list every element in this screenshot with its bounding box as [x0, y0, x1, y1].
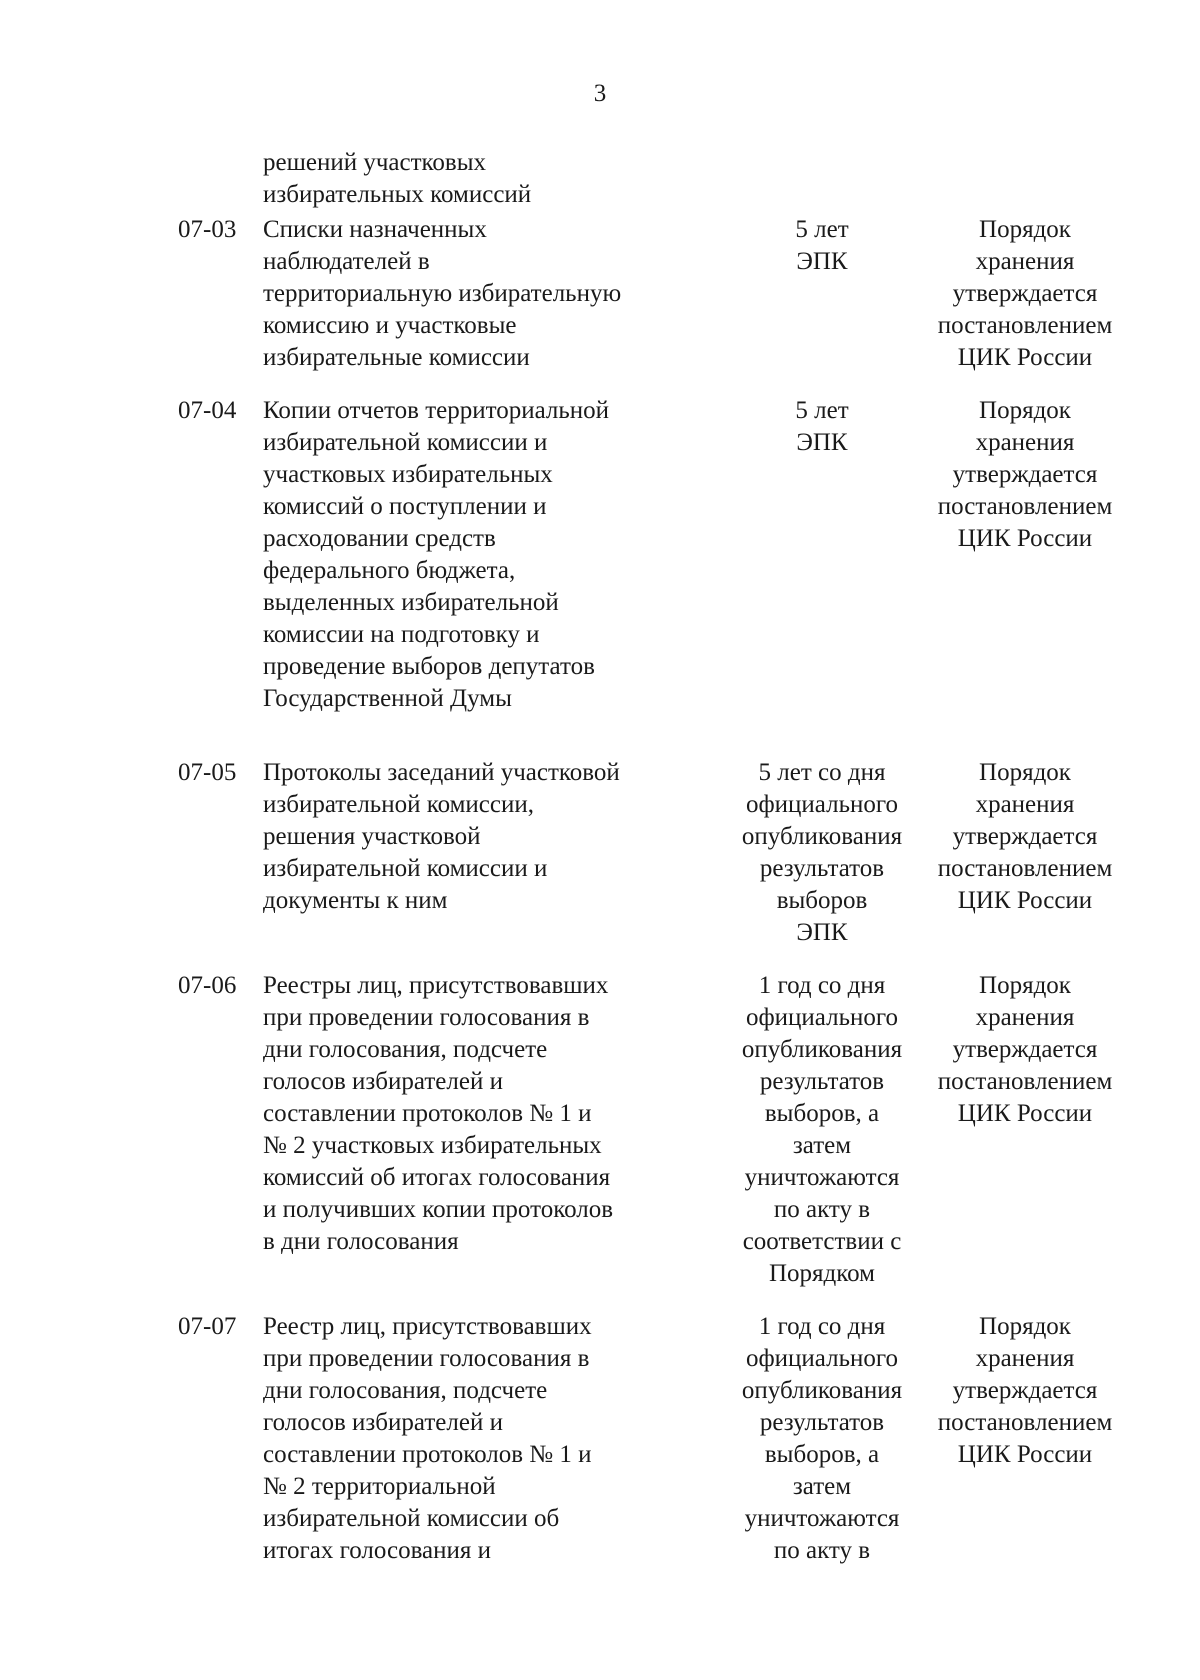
- text-line: избирательной комиссии и: [263, 429, 548, 456]
- text-line: утверждается: [952, 461, 1098, 488]
- text-line: Копии отчетов территориальной: [263, 397, 610, 424]
- text-line: дни голосования, подсчете: [263, 1377, 548, 1404]
- text-line: итогах голосования и: [263, 1537, 492, 1564]
- text-line: при проведении голосования в: [263, 1345, 590, 1372]
- retention-note: [925, 395, 1125, 555]
- text-line: решения участковой: [263, 823, 481, 850]
- text-line: выборов: [776, 887, 868, 914]
- text-line: Порядок: [979, 397, 1071, 424]
- text-line: 5 лет: [795, 216, 849, 243]
- text-line: постановлением: [937, 493, 1113, 520]
- text-line: уничтожаются: [744, 1505, 900, 1532]
- text-line: документы к ним: [263, 887, 448, 914]
- text-line: избирательной комиссии и: [263, 855, 548, 882]
- retention-term: [724, 757, 920, 949]
- text-line: постановлением: [937, 1409, 1113, 1436]
- text-line: дни голосования, подсчете: [263, 1036, 548, 1063]
- text-line: Реестр лиц, присутствовавших: [263, 1313, 592, 1340]
- text-line: Порядок: [979, 972, 1071, 999]
- text-line: хранения: [975, 791, 1075, 818]
- retention-term: [724, 395, 920, 459]
- text-line: ЭПК: [796, 429, 848, 456]
- item-description: [263, 214, 703, 374]
- text-line: Порядок: [979, 216, 1071, 243]
- text-line: комиссий об итогах голосования: [263, 1164, 611, 1191]
- text-line: комиссию и участковые: [263, 312, 517, 339]
- retention-term: [724, 970, 920, 1290]
- retention-term: [724, 1311, 920, 1567]
- text-line: соответствии с: [742, 1228, 902, 1255]
- text-line: хранения: [975, 429, 1075, 456]
- text-line: проведение выборов депутатов: [263, 653, 595, 680]
- text-line: выборов, а: [764, 1441, 880, 1468]
- text-line: официального: [745, 1345, 899, 1372]
- text-line: Государственной Думы: [263, 685, 512, 712]
- text-line: Порядок: [979, 1313, 1071, 1340]
- item-description: [263, 395, 703, 715]
- text-line: опубликования: [741, 1036, 903, 1063]
- text-line: федерального бюджета,: [263, 557, 516, 584]
- text-line: результатов: [759, 1409, 885, 1436]
- text-line: ЭПК: [796, 919, 848, 946]
- text-line: наблюдателей в: [263, 248, 430, 275]
- retention-term: [724, 214, 920, 278]
- item-code: 07-06: [178, 972, 237, 999]
- text-line: официального: [745, 1004, 899, 1031]
- text-line: комиссии на подготовку и: [263, 621, 540, 648]
- item-code: 07-07: [178, 1313, 237, 1340]
- text-line: 1 год со дня: [758, 972, 886, 999]
- text-line: по акту в: [773, 1537, 871, 1564]
- text-line: постановлением: [937, 1068, 1113, 1095]
- text-line: Порядок: [979, 759, 1071, 786]
- text-line: избирательных комиссий: [263, 181, 532, 208]
- page-number: 3: [593, 80, 607, 107]
- text-line: ЭПК: [796, 248, 848, 275]
- text-line: выделенных избирательной: [263, 589, 559, 616]
- text-line: постановлением: [937, 855, 1113, 882]
- text-line: по акту в: [773, 1196, 871, 1223]
- text-line: ЦИК России: [957, 344, 1093, 371]
- text-line: ЦИК России: [957, 887, 1093, 914]
- text-line: опубликования: [741, 1377, 903, 1404]
- retention-note: [925, 970, 1125, 1130]
- item-description: [263, 757, 703, 917]
- text-line: Протоколы заседаний участковой: [263, 759, 620, 786]
- retention-note: [925, 757, 1125, 917]
- text-line: избирательные комиссии: [263, 344, 530, 371]
- text-line: избирательной комиссии об: [263, 1505, 560, 1532]
- text-line: составлении протоколов № 1 и: [263, 1100, 592, 1127]
- text-line: Реестры лиц, присутствовавших: [263, 972, 609, 999]
- text-line: голосов избирателей и: [263, 1068, 503, 1095]
- text-line: избирательной комиссии,: [263, 791, 535, 818]
- item-code: 07-04: [178, 397, 237, 424]
- text-line: Списки назначенных: [263, 216, 487, 243]
- continuation-text: [263, 147, 703, 211]
- retention-note: [925, 1311, 1125, 1471]
- text-line: результатов: [759, 855, 885, 882]
- text-line: при проведении голосования в: [263, 1004, 590, 1031]
- text-line: Порядком: [769, 1260, 875, 1287]
- text-line: утверждается: [952, 1377, 1098, 1404]
- item-code: 07-05: [178, 759, 237, 786]
- text-line: утверждается: [952, 1036, 1098, 1063]
- text-line: расходовании средств: [263, 525, 496, 552]
- text-line: постановлением: [937, 312, 1113, 339]
- text-line: № 2 территориальной: [263, 1473, 496, 1500]
- text-line: 5 лет со дня: [758, 759, 886, 786]
- text-line: ЦИК России: [957, 1100, 1093, 1127]
- text-line: 5 лет: [795, 397, 849, 424]
- text-line: 1 год со дня: [758, 1313, 886, 1340]
- text-line: хранения: [975, 1345, 1075, 1372]
- text-line: в дни голосования: [263, 1228, 459, 1255]
- item-code: 07-03: [178, 216, 237, 243]
- text-line: № 2 участковых избирательных: [263, 1132, 602, 1159]
- text-line: утверждается: [952, 280, 1098, 307]
- text-line: ЦИК России: [957, 1441, 1093, 1468]
- text-line: участковых избирательных: [263, 461, 553, 488]
- text-line: составлении протоколов № 1 и: [263, 1441, 592, 1468]
- item-description: [263, 970, 703, 1258]
- text-line: затем: [792, 1132, 852, 1159]
- item-description: [263, 1311, 703, 1567]
- text-line: голосов избирателей и: [263, 1409, 503, 1436]
- text-line: хранения: [975, 1004, 1075, 1031]
- retention-note: [925, 214, 1125, 374]
- text-line: уничтожаются: [744, 1164, 900, 1191]
- text-line: ЦИК России: [957, 525, 1093, 552]
- text-line: территориальную избирательную: [263, 280, 622, 307]
- text-line: официального: [745, 791, 899, 818]
- text-line: опубликования: [741, 823, 903, 850]
- text-line: решений участковых: [263, 149, 486, 176]
- text-line: хранения: [975, 248, 1075, 275]
- text-line: утверждается: [952, 823, 1098, 850]
- text-line: результатов: [759, 1068, 885, 1095]
- text-line: комиссий о поступлении и: [263, 493, 547, 520]
- text-line: затем: [792, 1473, 852, 1500]
- text-line: и получивших копии протоколов: [263, 1196, 614, 1223]
- text-line: выборов, а: [764, 1100, 880, 1127]
